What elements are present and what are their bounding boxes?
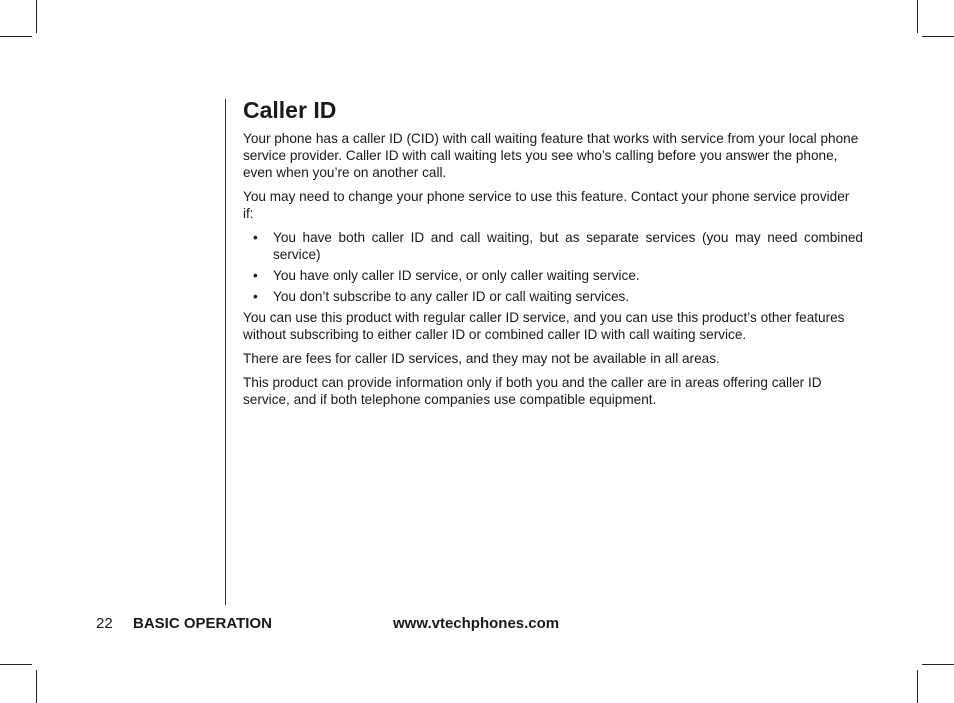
paragraph: There are fees for caller ID services, and they may not be available in all areas. xyxy=(243,351,720,366)
list-item-text: You have both caller ID and call waiting, but as separate services (you may need combined service) xyxy=(273,230,863,262)
list-item-text: You have only caller ID service, or only caller waiting service. xyxy=(273,268,640,283)
bullet-icon: • xyxy=(253,289,258,304)
crop-mark xyxy=(36,670,37,703)
paragraph: You may need to change your phone service to use this feature. Contact your phone service provider if: xyxy=(243,189,850,221)
website-url: www.vtechphones.com xyxy=(393,615,560,632)
page-content xyxy=(243,96,863,415)
bullet-icon: • xyxy=(253,268,258,283)
page-footer xyxy=(0,615,954,635)
paragraph: This product can provide information only if both you and the caller are in areas offering caller ID service, and if both telephone companies use compatible equipment. xyxy=(243,375,822,407)
paragraph: You can use this product with regular caller ID service, and you can use this product’s other features without subscribing to either caller ID or combined caller ID with call waiting service. xyxy=(243,310,845,342)
page-title: Caller ID xyxy=(243,97,337,123)
crop-mark xyxy=(36,0,37,33)
bullet-icon: • xyxy=(253,230,258,245)
crop-mark xyxy=(917,0,918,33)
list-item xyxy=(243,229,863,263)
crop-mark xyxy=(0,36,32,37)
section-name: BASIC OPERATION xyxy=(133,615,272,632)
margin-rule xyxy=(225,99,226,605)
crop-mark xyxy=(0,664,32,665)
list-item xyxy=(243,267,863,284)
paragraph: Your phone has a caller ID (CID) with call waiting feature that works with service from your local phone service provider. Caller ID with call waiting lets you see who’s calling before you answer the phone, even when you’re on another call. xyxy=(243,131,859,180)
page-number: 22 xyxy=(96,615,113,632)
crop-mark xyxy=(922,664,954,665)
bullet-list xyxy=(243,229,863,305)
crop-mark xyxy=(917,670,918,703)
list-item xyxy=(243,288,863,305)
crop-mark xyxy=(922,36,954,37)
list-item-text: You don’t subscribe to any caller ID or call waiting services. xyxy=(273,289,630,304)
